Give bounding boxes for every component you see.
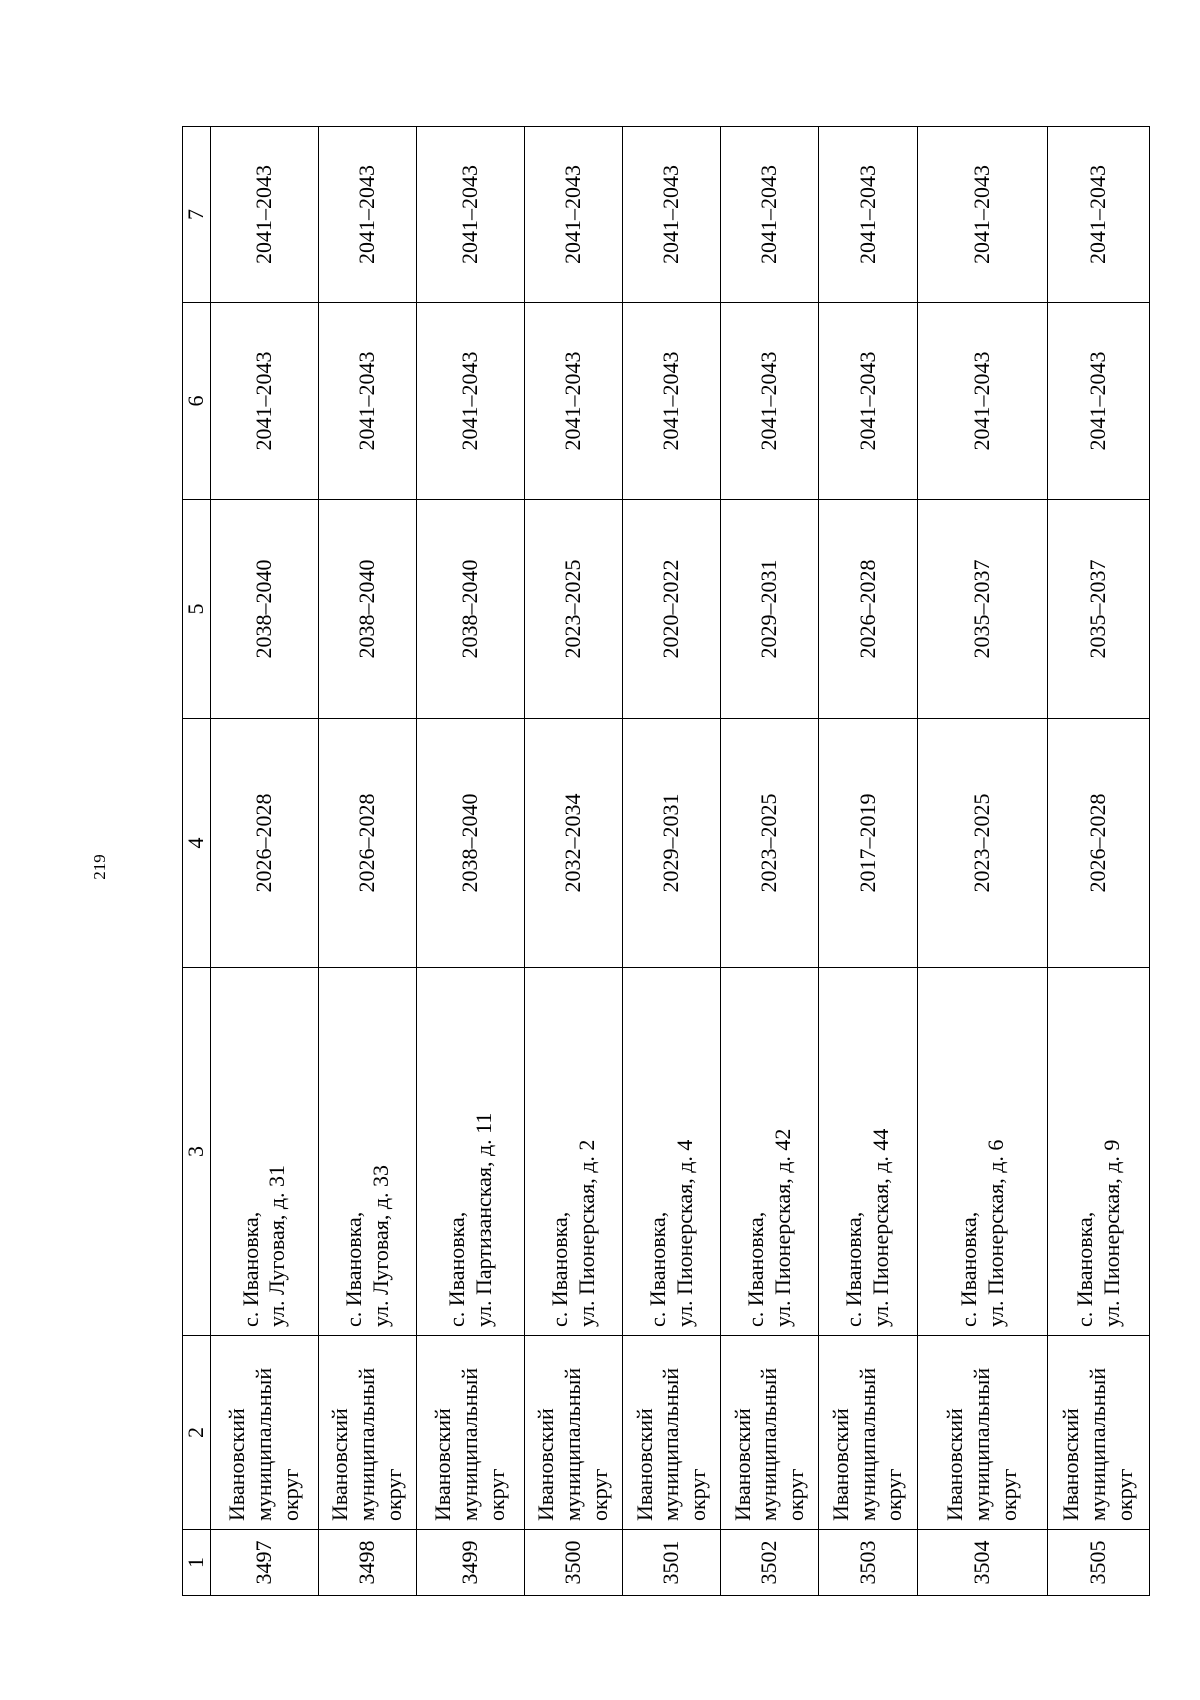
district-cell [211,1335,319,1529]
district-line: Ивановский [942,1407,968,1521]
data-table [182,126,1150,1596]
district-line: муниципальный [969,1367,995,1521]
header-cell-4: 4 [183,718,211,967]
district-line: Ивановский [729,1407,755,1521]
district-line: Ивановский [430,1407,456,1521]
district-cell [417,1335,525,1529]
district-line: округ [783,1468,809,1521]
table-row [318,126,416,1595]
period-cell-5: 2029–2031 [721,499,819,718]
district-line: муниципальный [854,1367,880,1521]
period-cell-5: 2038–2040 [417,499,525,718]
period-cell-5: 2038–2040 [211,499,319,718]
period-cell-6: 2041–2043 [917,302,1048,499]
address-line: с. Ивановка, [743,1211,769,1327]
table-row [417,126,525,1595]
period-cell-6: 2041–2043 [819,302,917,499]
table-body [211,126,1150,1595]
district-line: округ [995,1468,1021,1521]
district-cell [721,1335,819,1529]
district-cell [819,1335,917,1529]
district-line: Ивановский [827,1407,853,1521]
period-cell-4: 2026–2028 [211,718,319,967]
district-line: округ [483,1468,509,1521]
period-cell-6: 2041–2043 [318,302,416,499]
table-row [211,126,319,1595]
table-row [917,126,1048,1595]
address-cell [417,967,525,1335]
period-cell-6: 2041–2043 [623,302,721,499]
address-line: с. Ивановка, [546,1211,572,1327]
row-number-cell: 3497 [211,1529,319,1595]
period-cell-7: 2041–2043 [1048,126,1150,302]
period-cell-7: 2041–2043 [417,126,525,302]
header-cell-2: 2 [183,1335,211,1529]
period-cell-4: 2017–2019 [819,718,917,967]
table-row [525,126,623,1595]
district-cell [623,1335,721,1529]
district-line: Ивановский [224,1407,250,1521]
address-line: с. Ивановка, [237,1211,263,1327]
period-cell-6: 2041–2043 [417,302,525,499]
period-cell-7: 2041–2043 [623,126,721,302]
address-line: ул. Пионерская, д. 6 [982,1139,1008,1327]
address-line: ул. Луговая, д. 31 [264,1164,290,1327]
address-cell [917,967,1048,1335]
period-cell-5: 2020–2022 [623,499,721,718]
table-row [623,126,721,1595]
address-cell [721,967,819,1335]
period-cell-5: 2038–2040 [318,499,416,718]
period-cell-5: 2035–2037 [917,499,1048,718]
district-line: муниципальный [1085,1367,1111,1521]
period-cell-4: 2032–2034 [525,718,623,967]
address-line: с. Ивановка, [841,1211,867,1327]
address-cell [318,967,416,1335]
address-cell [1048,967,1150,1335]
period-cell-6: 2041–2043 [1048,302,1150,499]
district-line: муниципальный [560,1367,586,1521]
district-line: округ [881,1468,907,1521]
district-line: округ [685,1468,711,1521]
header-cell-6: 6 [183,302,211,499]
row-number-cell: 3504 [917,1529,1048,1595]
district-line: муниципальный [457,1367,483,1521]
address-line: ул. Пионерская, д. 9 [1098,1139,1124,1327]
address-line: ул. Партизанская, д. 11 [470,1112,496,1327]
address-line: с. Ивановка, [644,1211,670,1327]
period-cell-5: 2023–2025 [525,499,623,718]
address-line: ул. Пионерская, д. 2 [573,1139,599,1327]
row-number-cell: 3499 [417,1529,525,1595]
row-number-cell: 3503 [819,1529,917,1595]
period-cell-5: 2035–2037 [1048,499,1150,718]
period-cell-7: 2041–2043 [721,126,819,302]
row-number-cell: 3500 [525,1529,623,1595]
address-line: с. Ивановка, [340,1211,366,1327]
district-line: муниципальный [354,1367,380,1521]
address-line: ул. Пионерская, д. 4 [671,1139,697,1327]
district-line: муниципальный [658,1367,684,1521]
district-line: Ивановский [533,1407,559,1521]
period-cell-4: 2038–2040 [417,718,525,967]
address-line: ул. Луговая, д. 33 [367,1164,393,1327]
address-line: ул. Пионерская, д. 42 [769,1128,795,1327]
district-line: муниципальный [251,1367,277,1521]
address-line: с. Ивановка, [443,1211,469,1327]
period-cell-7: 2041–2043 [525,126,623,302]
period-cell-4: 2023–2025 [721,718,819,967]
period-cell-4: 2023–2025 [917,718,1048,967]
period-cell-4: 2026–2028 [1048,718,1150,967]
page-number [88,847,112,887]
table-row [721,126,819,1595]
period-cell-7: 2041–2043 [318,126,416,302]
period-cell-5: 2026–2028 [819,499,917,718]
district-line: Ивановский [1058,1407,1084,1521]
row-number-cell: 3505 [1048,1529,1150,1595]
period-cell-4: 2029–2031 [623,718,721,967]
district-line: Ивановский [327,1407,353,1521]
district-line: округ [587,1468,613,1521]
district-line: Ивановский [631,1407,657,1521]
address-cell [525,967,623,1335]
address-cell [819,967,917,1335]
row-number-cell: 3501 [623,1529,721,1595]
row-number-cell: 3498 [318,1529,416,1595]
table-row [819,126,917,1595]
page-number-text: 219 [90,854,109,880]
table-header [183,126,211,1595]
district-line: муниципальный [756,1367,782,1521]
period-cell-6: 2041–2043 [721,302,819,499]
district-cell [318,1335,416,1529]
header-cell-1: 1 [183,1529,211,1595]
district-cell [525,1335,623,1529]
period-cell-7: 2041–2043 [917,126,1048,302]
district-cell [1048,1335,1150,1529]
period-cell-7: 2041–2043 [819,126,917,302]
row-number-cell: 3502 [721,1529,819,1595]
header-cell-5: 5 [183,499,211,718]
address-line: с. Ивановка, [1071,1211,1097,1327]
period-cell-7: 2041–2043 [211,126,319,302]
period-cell-6: 2041–2043 [211,302,319,499]
period-cell-4: 2026–2028 [318,718,416,967]
header-row [183,126,211,1595]
header-cell-7: 7 [183,126,211,302]
district-line: округ [277,1468,303,1521]
header-cell-3: 3 [183,967,211,1335]
address-line: с. Ивановка, [955,1211,981,1327]
address-line: ул. Пионерская, д. 44 [868,1128,894,1327]
table-container [182,126,1150,1595]
district-cell [917,1335,1048,1529]
district-line: округ [380,1468,406,1521]
address-cell [211,967,319,1335]
district-line: округ [1112,1468,1138,1521]
address-cell [623,967,721,1335]
period-cell-6: 2041–2043 [525,302,623,499]
table-row [1048,126,1150,1595]
